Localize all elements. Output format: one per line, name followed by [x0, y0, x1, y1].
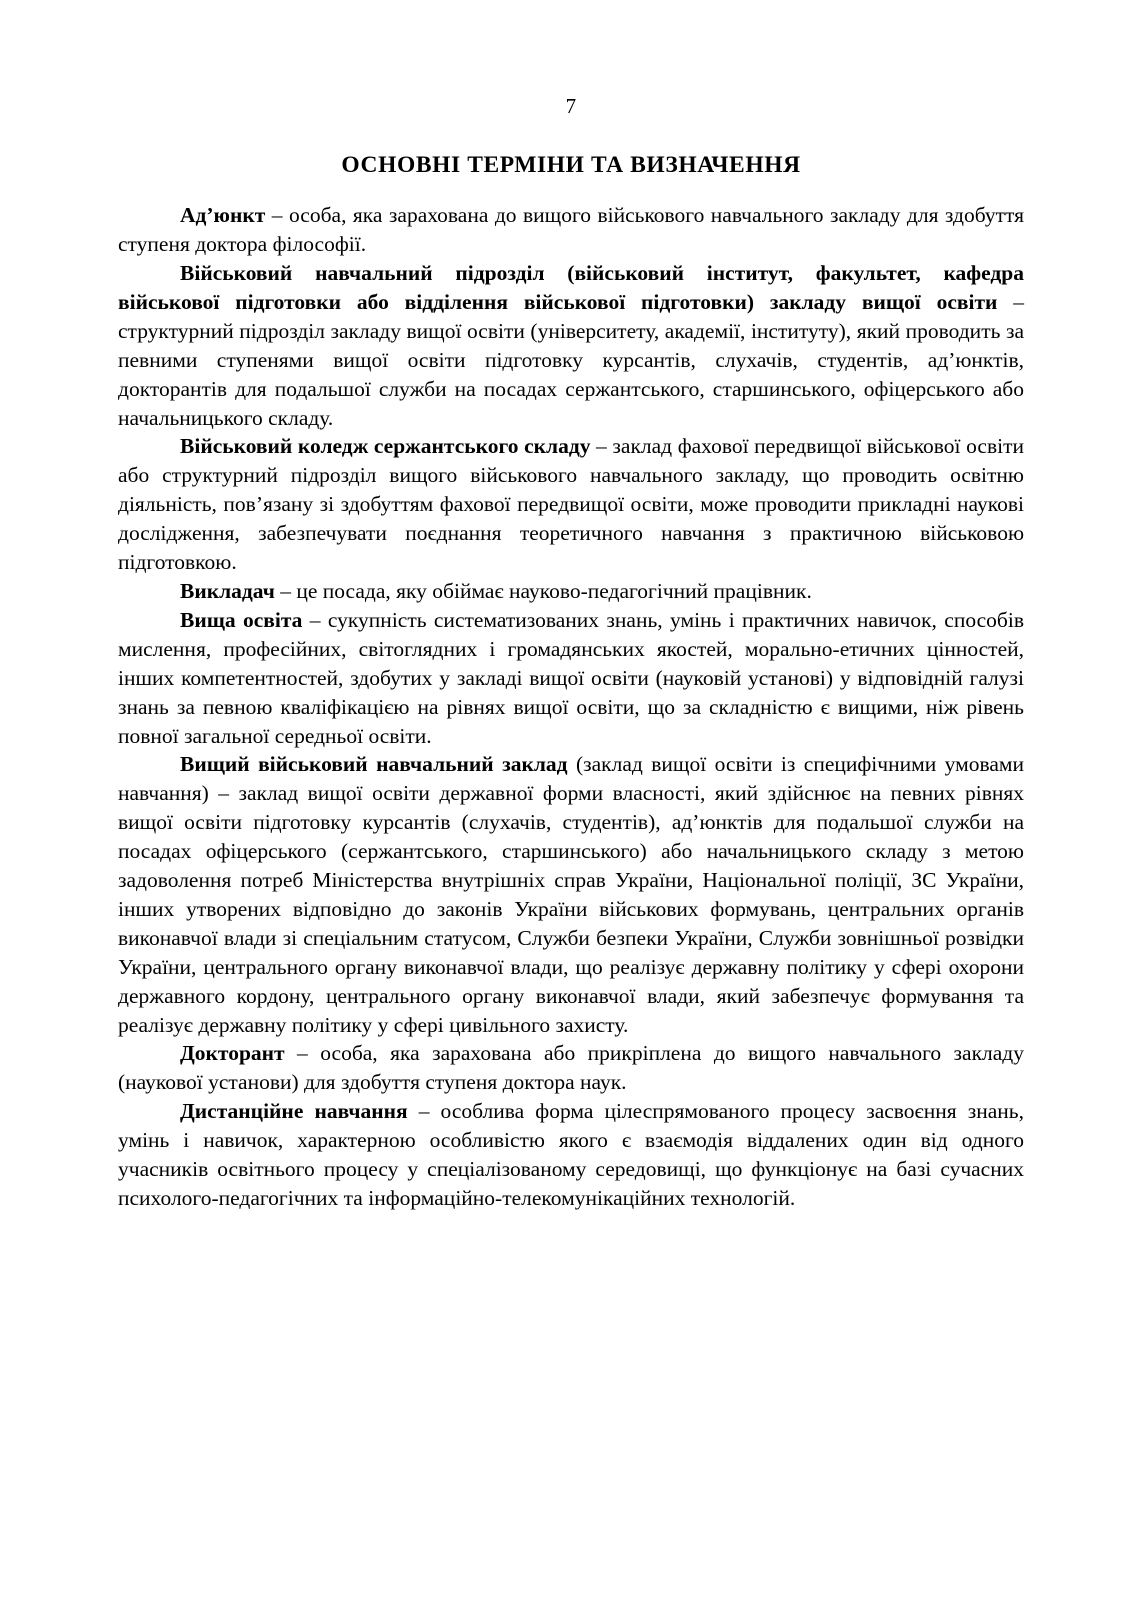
- term-paragraph: [118, 432, 1024, 577]
- terms-list: [118, 201, 1024, 1213]
- term-definition: – це посада, яку обіймає науково-педагогічний працівник.: [274, 578, 812, 603]
- term-paragraph: [118, 1039, 1024, 1097]
- term-definition: – особлива форма цілеспрямованого процесу засвоєння знань, умінь і навичок, характерною особливістю якого є взаємодія віддалених один від одного учасників освітнього процесу у спеціалізованому середовищі, що функціонує на базі сучасних психолого-педагогічних та інформаційно-телекомунікаційних технологій.: [118, 1099, 1024, 1210]
- term-definition: – заклад фахової передвищої військової освіти або структурний підрозділ вищого військового навчального закладу, що проводить освітню діяльність, пов’язану зі здобуттям фахової передвищої освіти, може проводити прикладні наукові дослідження, забезпечувати поєднання теоретичного навчання з практичною військовою підготовкою.: [118, 434, 1024, 575]
- term-name: Вищий військовий навчальний заклад: [180, 752, 568, 777]
- term-name: Дистанційне навчання: [180, 1099, 408, 1124]
- term-paragraph: [118, 577, 1024, 606]
- page-number: 7: [565, 94, 577, 118]
- term-definition: – особа, яка зарахована до вищого військового навчального закладу для здобуття ступеня доктора філософії.: [118, 203, 1024, 257]
- term-name: Викладач: [180, 578, 275, 603]
- term-name: Докторант: [180, 1041, 285, 1066]
- term-name: Ад’юнкт: [180, 203, 266, 228]
- term-definition: – структурний підрозділ закладу вищої освіти (університету, академії, інституту), який проводить за певними ступенями вищої освіти підготовку курсантів, слухачів, студентів, ад’юнктів, докторантів для подальшої служби на посадах сержантського, старшинського, офіцерського або начальницького складу.: [118, 289, 1025, 430]
- term-paragraph: [118, 750, 1024, 1039]
- term-paragraph: [118, 201, 1024, 259]
- page-title: ОСНОВНІ ТЕРМІНИ ТА ВИЗНАЧЕННЯ: [341, 152, 801, 178]
- term-definition: – сукупність систематизованих знань, умінь і практичних навичок, способів мислення, професійних, світоглядних і громадянських якостей, морально-етичних цінностей, інших компетентностей, здобутих у закладі вищої освіти (науковій установі) у відповідній галузі знань за певною кваліфікацією на рівнях вищої освіти, що за складністю є вищими, ніж рівень повної загальної середньої освіти.: [118, 607, 1024, 748]
- term-paragraph: [118, 1097, 1024, 1213]
- term-paragraph: [118, 606, 1024, 751]
- term-definition: (заклад вищої освіти із специфічними умовами навчання) – заклад вищої освіти державної форми власності, який здійснює на певних рівнях вищої освіти підготовку курсантів (слухачів, студентів), ад’юнктів для подальшої служби на посадах офіцерського (сержантського, старшинського) або начальницького складу з метою задоволення потреб Міністерства внутрішніх справ України, Національної поліції, ЗС України, інших утворених відповідно до законів України військових формувань, центральних органів виконавчої влади зі спеціальним статусом, Служби безпеки України, Служби зовнішньої розвідки України, центрального органу виконавчої влади, що реалізує державну політику у сфері охорони державного кордону, центрального органу виконавчої влади, який забезпечує формування та реалізує державну політику у сфері цивільного захисту.: [118, 752, 1024, 1037]
- term-definition: – особа, яка зарахована або прикріплена до вищого навчального закладу (наукової установи) для здобуття ступеня доктора наук.: [118, 1041, 1024, 1095]
- term-name: Військовий коледж сержантського складу: [180, 434, 591, 459]
- term-paragraph: [118, 259, 1024, 432]
- term-name: Військовий навчальний підрозділ (військовий інститут, факультет, кафедра військової підготовки або відділення військової підготовки) закладу вищої освіти: [118, 261, 1024, 314]
- term-name: Вища освіта: [180, 607, 303, 632]
